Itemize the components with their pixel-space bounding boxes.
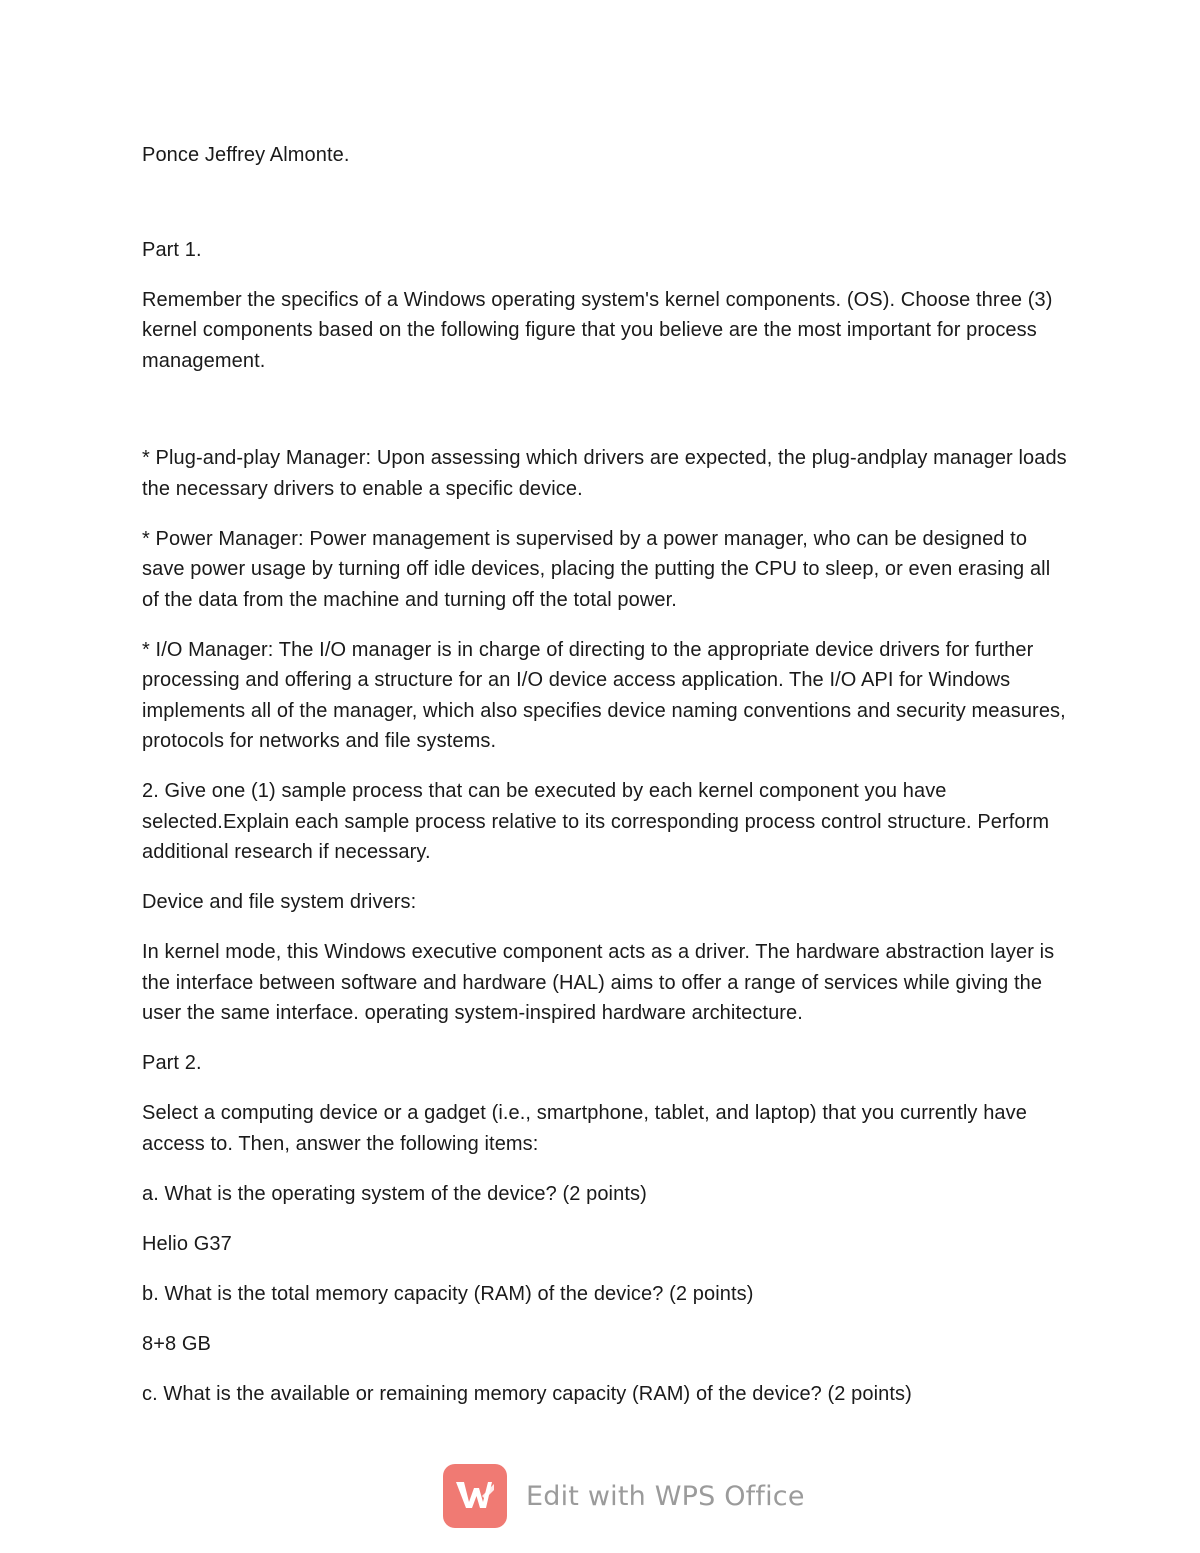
question-2: 2. Give one (1) sample process that can be executed by each kernel component you have selected.Explain each sample process relative to its corresponding process control structure. Perform additional research if necessary. [142,780,1050,863]
part1-heading: Part 1. [142,238,202,261]
wps-watermark-label: Edit with WPS Office [526,1480,805,1512]
wps-logo-icon [443,1464,507,1528]
wps-watermark[interactable] [443,1464,805,1528]
question-b: b. What is the total memory capacity (RAM) of the device? (2 points) [142,1282,754,1305]
question-a: a. What is the operating system of the device? (2 points) [142,1182,647,1205]
part2-intro: Select a computing device or a gadget (i.e., smartphone, tablet, and laptop) that you currently have access to. Then, answer the following items: [142,1102,1027,1155]
bullet-plug-and-play: * Plug-and-play Manager: Upon assessing which drivers are expected, the plug-andplay manager loads the necessary drivers to enable a specific device. [142,447,1067,500]
question-c: c. What is the available or remaining memory capacity (RAM) of the device? (2 points) [142,1382,912,1405]
bullet-io-manager: * I/O Manager: The I/O manager is in charge of directing to the appropriate device drivers for further processing and offering a structure for an I/O device access application. The I/O API for Windows implements all of the manager, which also specifies device naming conventions and security measures, protocols for networks and file systems. [142,638,1066,752]
drivers-heading: Device and file system drivers: [142,891,417,913]
document-body [142,140,1072,1429]
answer-b: 8+8 GB [142,1332,211,1355]
answer-a: Helio G37 [142,1232,232,1255]
bullet-power-manager: * Power Manager: Power management is supervised by a power manager, who can be designed to save power usage by turning off idle devices, placing the putting the CPU to sleep, or even erasing all of the data from the machine and turning off the total power. [142,527,1051,611]
author-name: Ponce Jeffrey Almonte. [142,144,350,166]
drivers-paragraph: In kernel mode, this Windows executive component acts as a driver. The hardware abstraction layer is the interface between software and hardware (HAL) aims to offer a range of services while giving the user the same interface. operating system-inspired hardware architecture. [142,941,1055,1024]
part2-heading: Part 2. [142,1052,202,1074]
part1-intro: Remember the specifics of a Windows operating system's kernel components. (OS). Choose three (3) kernel components based on the following figure that you believe are the most important for process management. [142,288,1053,372]
